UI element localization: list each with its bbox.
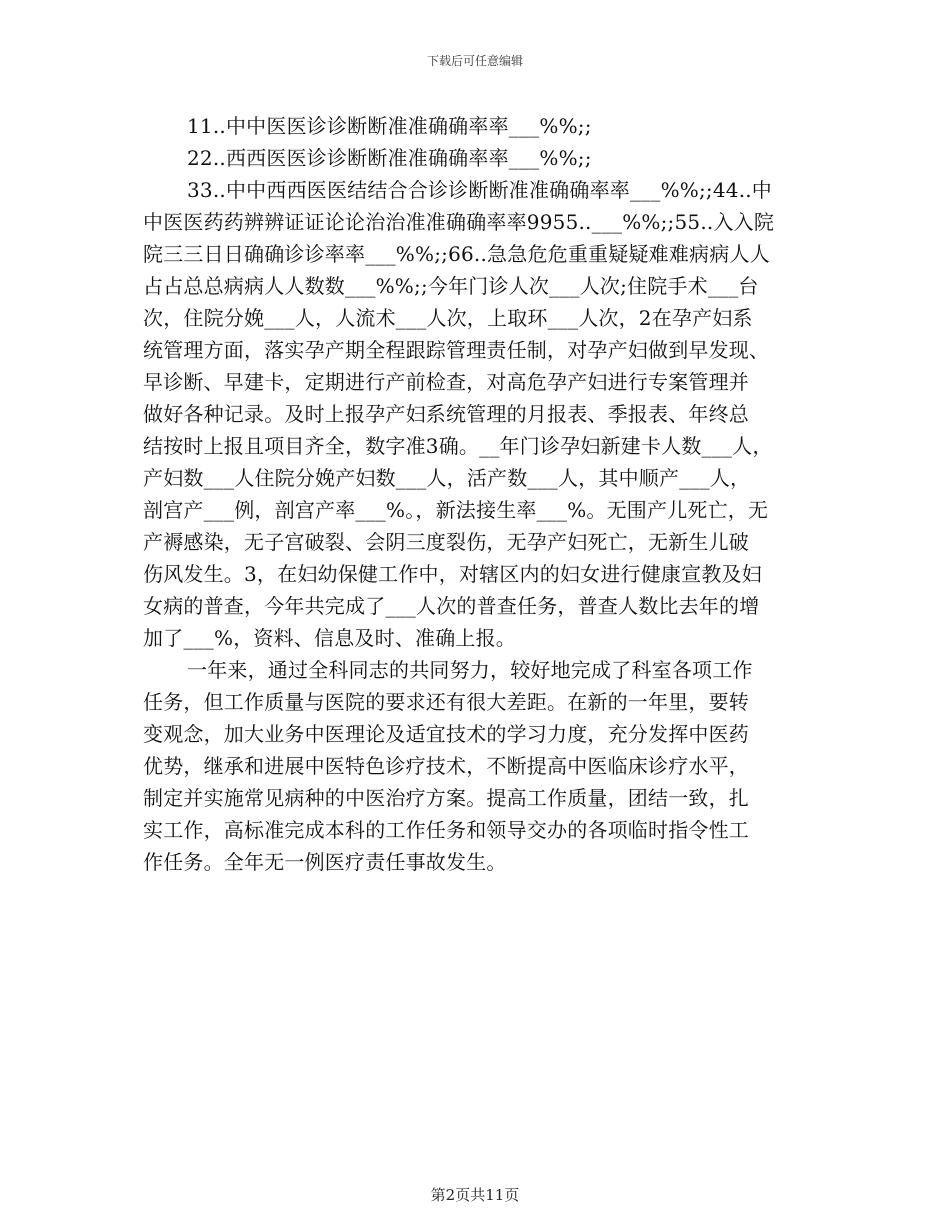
text-line: 变观念，加大业务中医理论及适宜技术的学习力度，充分发挥中医药	[143, 722, 749, 746]
text-line: 伤风发生。3，在妇幼保健工作中，对辖区内的妇女进行健康宣教及妇	[143, 562, 762, 586]
text-line: 次，住院分娩___人，人流术___人次，上取环___人次，2在孕产妇系	[143, 306, 753, 330]
text-line: 结按时上报且项目齐全，数字准3确。__年门诊孕妇新建卡人数___人，	[143, 434, 773, 458]
text-line: 11..中中医医诊诊断断准准确确率率___%%;;	[187, 114, 592, 138]
text-line: 院三三日日确确诊诊率率___%%;;66..急急危危重重疑疑难难病病人人	[143, 242, 770, 266]
text-line: 实工作，高标准完成本科的工作任务和领导交办的各项临时指令性工	[143, 818, 749, 842]
text-line: 做好各种记录。及时上报孕产妇系统管理的月报表、季报表、年终总	[143, 402, 749, 426]
text-line: 统管理方面，落实孕产期全程跟踪管理责任制，对孕产妇做到早发现、	[143, 338, 770, 362]
page-header: 下载后可任意编辑	[426, 54, 523, 68]
text-line: 加了___%，资料、信息及时、准确上报。	[143, 626, 517, 650]
text-line: 制定并实施常见病种的中医治疗方案。提高工作质量，团结一致，扎	[143, 786, 749, 810]
text-line: 产妇数___人住院分娩产妇数___人，活产数___人，其中顺产___人，	[143, 466, 751, 490]
text-line: 早诊断、早建卡，定期进行产前检查，对高危孕产妇进行专案管理并	[143, 370, 749, 394]
document-body	[143, 110, 805, 878]
text-line: 作任务。全年无一例医疗责任事故发生。	[143, 850, 507, 874]
text-line: 33..中中西西医医结结合合诊诊断断准准确确率率___%%;;44..中	[187, 178, 773, 202]
text-line: 优势，继承和进展中医特色诊疗技术，不断提高中医临床诊疗水平，	[143, 754, 749, 778]
text-line: 剖宫产___例，剖宫产率___%。，新法接生率___%。无围产儿死亡，无	[143, 498, 769, 522]
text-line: 中医医药药辨辨证证论论治治准准确确率率9955..___%%;;55..入入院	[143, 210, 775, 234]
text-line: 22..西西医医诊诊断断准准确确率率___%%;;	[187, 146, 592, 170]
text-line: 女病的普查，今年共完成了___人次的普查任务，普查人数比去年的增	[143, 594, 760, 618]
text-line: 占占总总病病人人数数___%%;;今年门诊人次___人次;住院手术___台	[143, 274, 759, 298]
page-number-footer: 第2页共11页	[430, 1186, 520, 1204]
text-line: 一年来，通过全科同志的共同努力，较好地完成了科室各项工作	[187, 658, 753, 682]
text-line: 产褥感染，无子宫破裂、会阴三度裂伤，无孕产妇死亡，无新生儿破	[143, 530, 749, 554]
text-line: 任务，但工作质量与医院的要求还有很大差距。在新的一年里，要转	[143, 690, 749, 714]
